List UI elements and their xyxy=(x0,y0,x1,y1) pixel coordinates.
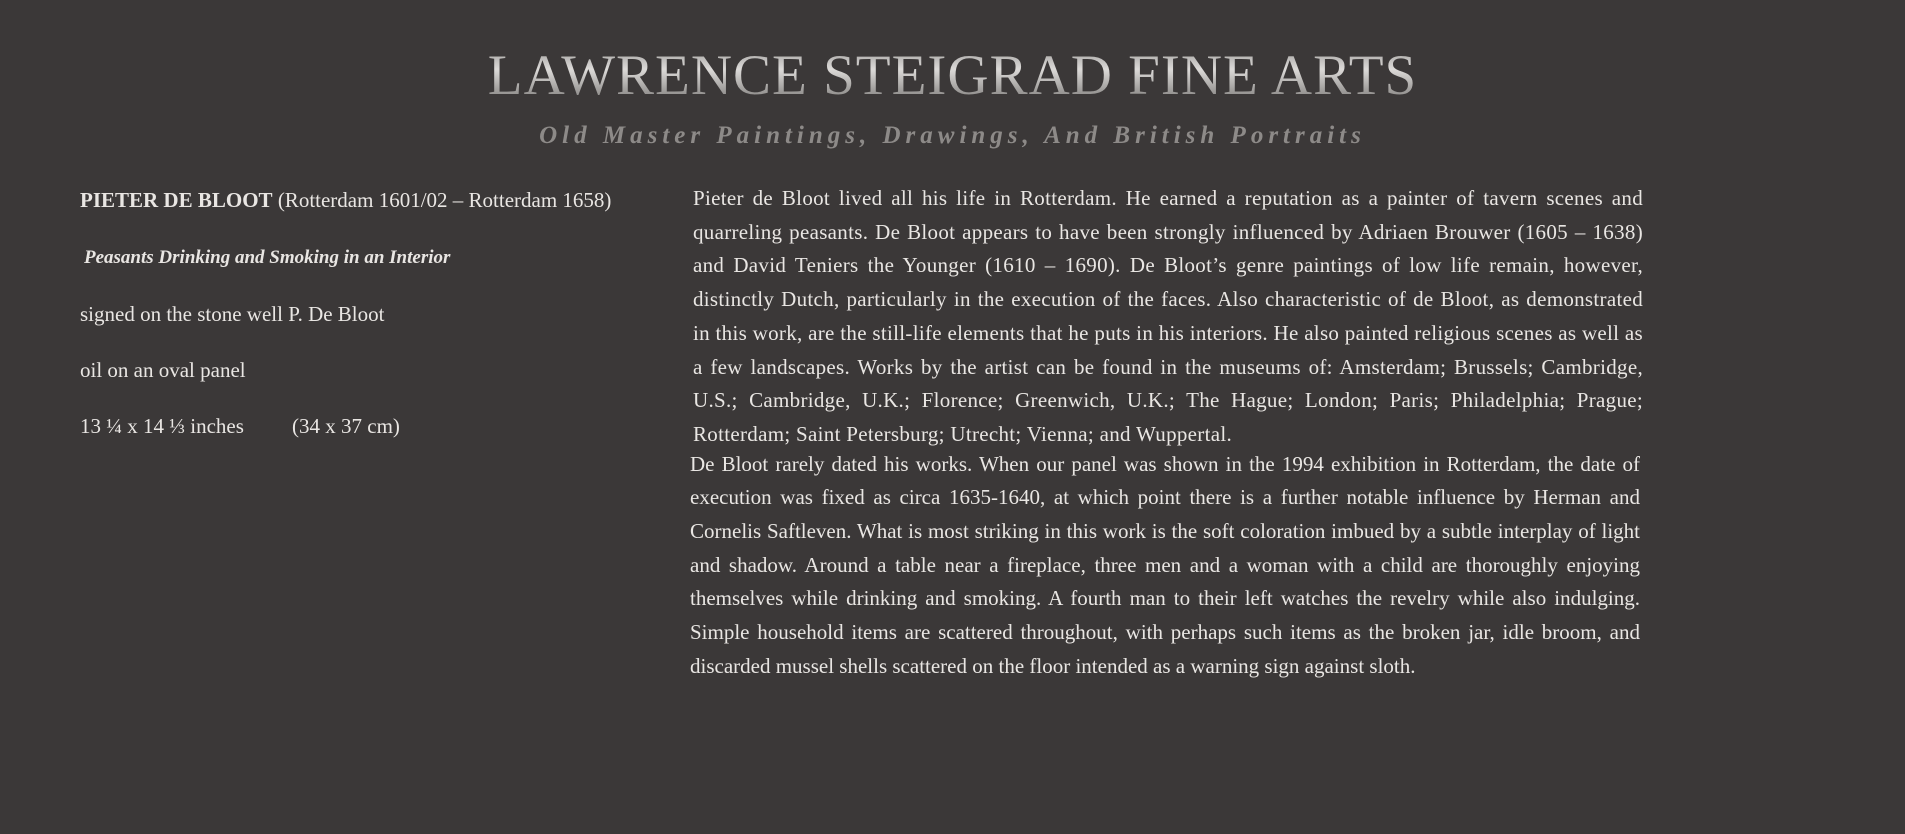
dimensions-inches: 13 ¼ x 14 ⅓ inches xyxy=(80,414,244,438)
dimensions xyxy=(80,408,680,444)
description-paragraph: De Bloot rarely dated his works. When our panel was shown in the 1994 exhibition in Rotterdam, the date of execution was fixed as circa 1635-1640, at which point there is a further notable influence by Herman and Cornelis Saftleven. What is most striking in this work is the soft coloration imbued by a subtle interplay of light and shadow. Around a table near a fireplace, three men and a woman with a child are thoroughly enjoying themselves while drinking and smoking. A fourth man to their left watches the revelry while also indulging. Simple household items are scattered throughout, with perhaps such items as the broken jar, idle broom, and discarded mussel shells scattered on the floor intended as a warning sign against sloth. xyxy=(690,451,1640,678)
artist-line xyxy=(80,182,680,218)
artist-dates: (Rotterdam 1601/02 – Rotterdam 1658) xyxy=(277,188,612,212)
painting-title-line xyxy=(80,238,680,276)
artwork-description xyxy=(690,182,1643,684)
site-title[interactable]: LAWRENCE STEIGRAD FINE ARTS xyxy=(0,42,1905,110)
artist-name: PIETER DE BLOOT xyxy=(80,188,273,212)
artwork-details xyxy=(80,182,680,464)
medium: oil on an oval panel xyxy=(80,358,246,382)
site-subtitle: Old Master Paintings, Drawings, And British Portraits xyxy=(539,122,1366,149)
dimensions-cm: (34 x 37 cm) xyxy=(292,414,400,438)
signature-note: signed on the stone well P. De Bloot xyxy=(80,302,385,326)
description-paragraph: Pieter de Bloot lived all his life in Rotterdam. He earned a reputation as a painter of tavern scenes and quarreling peasants. De Bloot appears to have been strongly influenced by Adriaen Brouwer (1605 – 1638) and David Teniers the Younger (1610 – 1690). De Bloot’s genre paintings of low life remain, however, distinctly Dutch, particularly in the execution of the faces. Also characteristic of de Bloot, as demonstrated in this work, are the still-life elements that he puts in his interiors. He also painted religious scenes as well as a few landscapes. Works by the artist can be found in the museums of: Amsterdam; Brussels; Cambridge, U.S.; Cambridge, U.K.; Florence; Greenwich, U.K.; The Hague; London; Paris; Philadelphia; Prague; Rotterdam; Saint Petersburg; Utrecht; Vienna; and Wuppertal. xyxy=(693,186,1643,446)
painting-title: Peasants Drinking and Smoking in an Interior xyxy=(84,247,451,268)
